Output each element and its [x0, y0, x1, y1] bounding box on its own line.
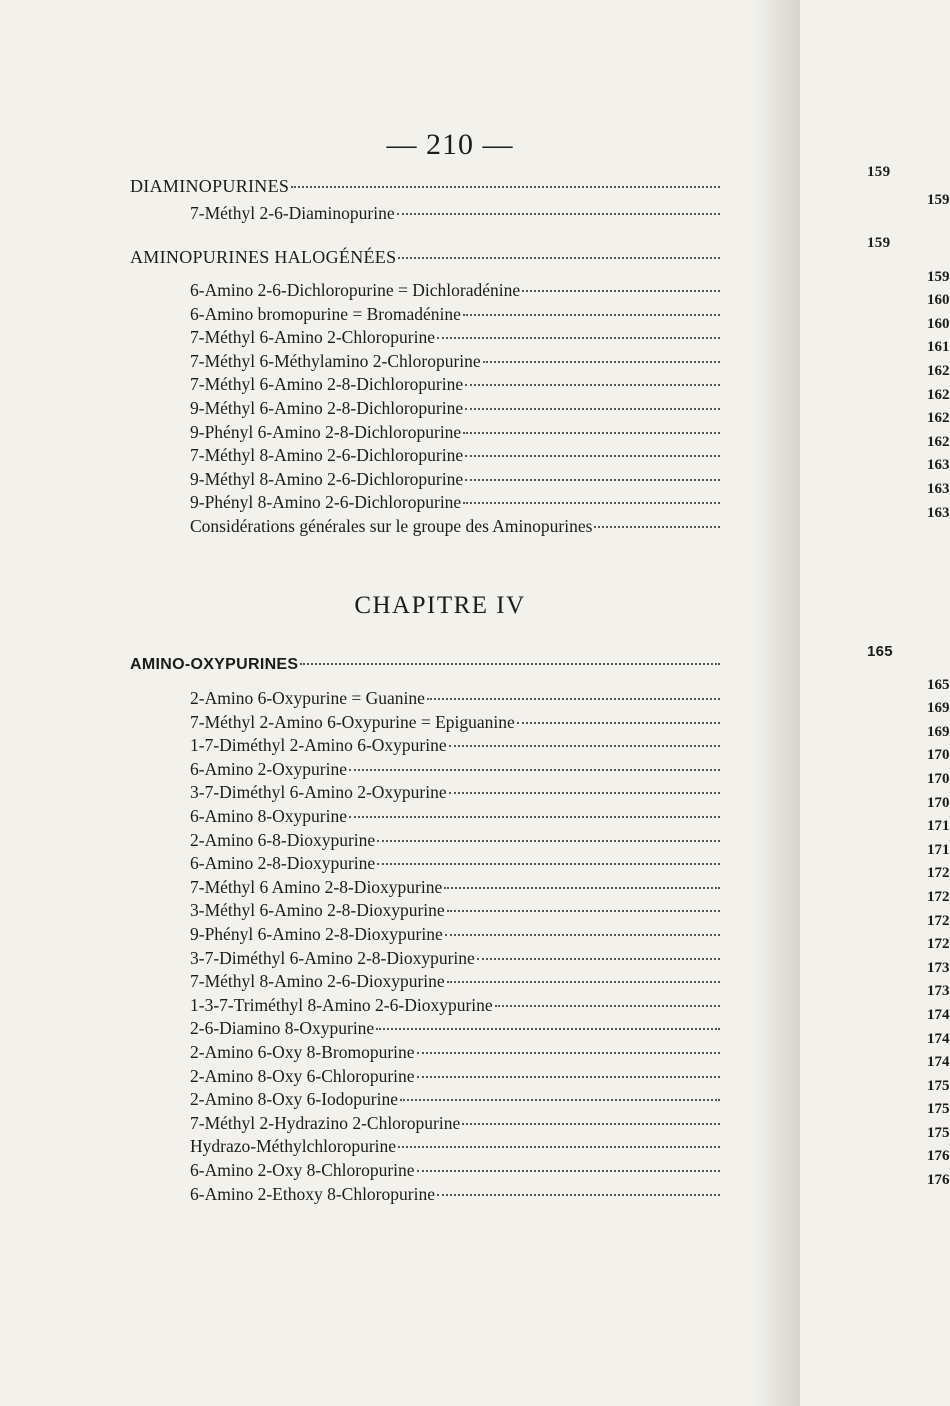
toc-entry-title: 6-Amino bromopurine = Bromadénine [190, 303, 461, 324]
toc-page-number: 160 [927, 315, 950, 332]
toc-entry-title: 7-Méthyl 6-Méthylamino 2-Chloropurine [190, 350, 481, 371]
toc-page-number: 175 [927, 1077, 950, 1094]
toc-entry-title: 1-7-Diméthyl 2-Amino 6-Oxypurine [190, 735, 447, 756]
page-number: — 210 — [386, 128, 514, 161]
toc-entry-title: 7-Méthyl 8-Amino 2-6-Dichloropurine [190, 445, 464, 466]
toc-entry-title: 9-Méthyl 8-Amino 2-6-Dichloropurine [190, 468, 464, 489]
toc-entry-title: 7-Méthyl 2-Amino 6-Oxypurine = Epiguanine [190, 711, 515, 732]
toc-page-number: 176 [927, 1148, 950, 1165]
toc-page-number: 173 [927, 983, 950, 1000]
toc-entry-title: 2-Amino 8-Oxy 6-Iodopurine [190, 1089, 399, 1110]
toc-page-number: 160 [927, 292, 950, 309]
toc-page-number: 171 [927, 818, 950, 835]
toc-entry-title: 3-7-Diméthyl 6-Amino 2-Oxypurine [190, 782, 447, 803]
toc-entry-title: 9-Phényl 6-Amino 2-8-Dichloropurine [190, 421, 462, 442]
leader-dots [377, 846, 720, 866]
toc-entry-title: 2-6-Diamino 8-Oxypurine [190, 1018, 375, 1039]
toc-page-number: 175 [927, 1124, 950, 1141]
toc-page-number: 159 [927, 268, 950, 285]
leader-dots [397, 196, 720, 216]
toc-page-number: 170 [927, 770, 950, 787]
toc-section-heading [130, 643, 893, 675]
toc-page-number: 163 [927, 480, 950, 497]
leader-dots [449, 728, 720, 748]
leader-dots [376, 1011, 720, 1031]
leader-dots [594, 509, 720, 529]
toc-page-number: 172 [927, 865, 950, 882]
toc-section-heading [130, 164, 891, 196]
toc-entry-title: 2-Amino 8-Oxy 6-Chloropurine [190, 1065, 415, 1086]
toc-page-number: 161 [927, 339, 950, 356]
leader-dots [465, 367, 720, 387]
toc-entry-title: 3-7-Diméthyl 6-Amino 2-8-Dioxypurine [190, 947, 475, 968]
toc-page-number: 174 [927, 1006, 950, 1023]
toc-entry-title: 6-Amino 2-Oxy 8-Chloropurine [190, 1159, 415, 1180]
leader-dots [449, 775, 720, 795]
toc-page-number: 174 [927, 1054, 950, 1071]
toc-entry-title: 6-Amino 2-8-Dioxypurine [190, 853, 376, 874]
toc-section-heading [130, 235, 891, 267]
toc-entry-title: Hydrazo-Méthylchloropurine [190, 1136, 397, 1157]
leader-dots [445, 917, 720, 937]
toc-page-number: 170 [927, 747, 950, 764]
leader-dots [349, 799, 720, 819]
toc-page-number: 173 [927, 959, 950, 976]
toc-page-number: 176 [927, 1172, 950, 1189]
toc-entry-title: 7-Méthyl 6 Amino 2-8-Dioxypurine [190, 876, 443, 897]
toc-page-number: 169 [927, 723, 950, 740]
toc-entry-title: Considérations générales sur le groupe des Aminopurines [190, 516, 593, 537]
chapter-title: CHAPITRE IV [354, 592, 526, 619]
toc-block-amino-oxypurines [0, 643, 950, 1204]
leader-dots [437, 320, 720, 340]
leader-dots [291, 168, 720, 188]
toc-entry-title: 1-3-7-Triméthyl 8-Amino 2-6-Dioxypurine [190, 994, 493, 1015]
leader-dots [349, 751, 720, 771]
toc-entry-title: 7-Méthyl 8-Amino 2-6-Dioxypurine [190, 971, 445, 992]
leader-dots [463, 485, 720, 505]
toc-entry-title: AMINO-OXYPURINES [130, 656, 299, 673]
toc-block-aminopurines-halogenees [0, 235, 950, 537]
toc-entry [190, 504, 950, 537]
leader-dots [465, 391, 720, 411]
toc-entry-title: 6-Amino 2-Ethoxy 8-Chloropurine [190, 1183, 435, 1204]
toc-entry-title: 6-Amino 2-6-Dichloropurine = Dichloradénine [190, 280, 521, 301]
toc-page-number: 165 [867, 643, 893, 660]
toc-page-number: 171 [927, 841, 950, 858]
toc-entry-title: 3-Méthyl 6-Amino 2-8-Dioxypurine [190, 900, 445, 921]
toc-entry-title: 6-Amino 2-Oxypurine [190, 758, 347, 779]
toc-page-number: 163 [927, 457, 950, 474]
toc-page-number: 169 [927, 700, 950, 717]
leader-dots [463, 296, 720, 316]
leader-dots [495, 987, 720, 1007]
leader-dots [417, 1058, 720, 1078]
toc-entry-title: 2-Amino 6-Oxypurine = Guanine [190, 688, 425, 709]
leader-dots [483, 343, 720, 363]
toc-entry-title: 9-Phényl 8-Amino 2-6-Dichloropurine [190, 492, 462, 513]
toc-page-number: 170 [927, 794, 950, 811]
leader-dots [462, 1105, 720, 1125]
leader-dots [417, 1152, 720, 1172]
toc-page-number: 162 [927, 386, 950, 403]
leader-dots [377, 822, 720, 842]
toc-entry-title: 7-Méthyl 2-6-Diaminopurine [190, 203, 395, 224]
toc-page-number: 174 [927, 1030, 950, 1047]
leader-dots [398, 1129, 720, 1149]
toc-entry-title: 7-Méthyl 6-Amino 2-8-Dichloropurine [190, 374, 464, 395]
toc-page-number: 175 [927, 1101, 950, 1118]
toc-page-number: 162 [927, 410, 950, 427]
toc-page-number: 162 [927, 362, 950, 379]
toc-page-number: 162 [927, 433, 950, 450]
toc-page-number: 172 [927, 888, 950, 905]
leader-dots [465, 461, 720, 481]
toc-page-number: 165 [927, 676, 950, 693]
toc-entry-title: 7-Méthyl 6-Amino 2-Chloropurine [190, 327, 435, 348]
toc-page-number: 172 [927, 912, 950, 929]
leader-dots [463, 414, 720, 434]
toc-entry [190, 191, 950, 224]
leader-dots [517, 704, 720, 724]
toc-entry-title: 2-Amino 6-8-Dioxypurine [190, 829, 376, 850]
toc-entry-title: 9-Méthyl 6-Amino 2-8-Dichloropurine [190, 398, 464, 419]
toc-entry-title: 9-Phényl 6-Amino 2-8-Dioxypurine [190, 924, 443, 945]
toc-entry-title: 7-Méthyl 2-Hydrazino 2-Chloropurine [190, 1112, 461, 1133]
leader-dots [522, 273, 720, 293]
toc-page-number: 163 [927, 504, 950, 521]
leader-dots [444, 869, 720, 889]
toc-entry-title: DIAMINOPURINES [130, 176, 290, 196]
leader-dots [447, 964, 720, 984]
toc-page-number: 159 [867, 164, 891, 180]
leader-dots [447, 893, 720, 913]
leader-dots [477, 940, 720, 960]
leader-dots [427, 681, 720, 701]
leader-dots [400, 1082, 720, 1102]
leader-dots [437, 1176, 720, 1196]
toc-entry-title: 2-Amino 6-Oxy 8-Bromopurine [190, 1042, 415, 1062]
toc-entry-title: AMINOPURINES HALOGÉNÉES [130, 247, 397, 267]
toc-page-number: 159 [927, 191, 950, 208]
leader-dots [398, 239, 720, 259]
toc-page-number: 172 [927, 936, 950, 953]
leader-dots [465, 438, 720, 458]
toc-page-number: 159 [867, 235, 891, 251]
leader-dots [300, 647, 720, 665]
toc-entry-title: 6-Amino 8-Oxypurine [190, 806, 347, 827]
toc-entry [190, 1172, 950, 1204]
leader-dots [417, 1035, 720, 1055]
toc-block-diaminopurines [0, 164, 950, 224]
